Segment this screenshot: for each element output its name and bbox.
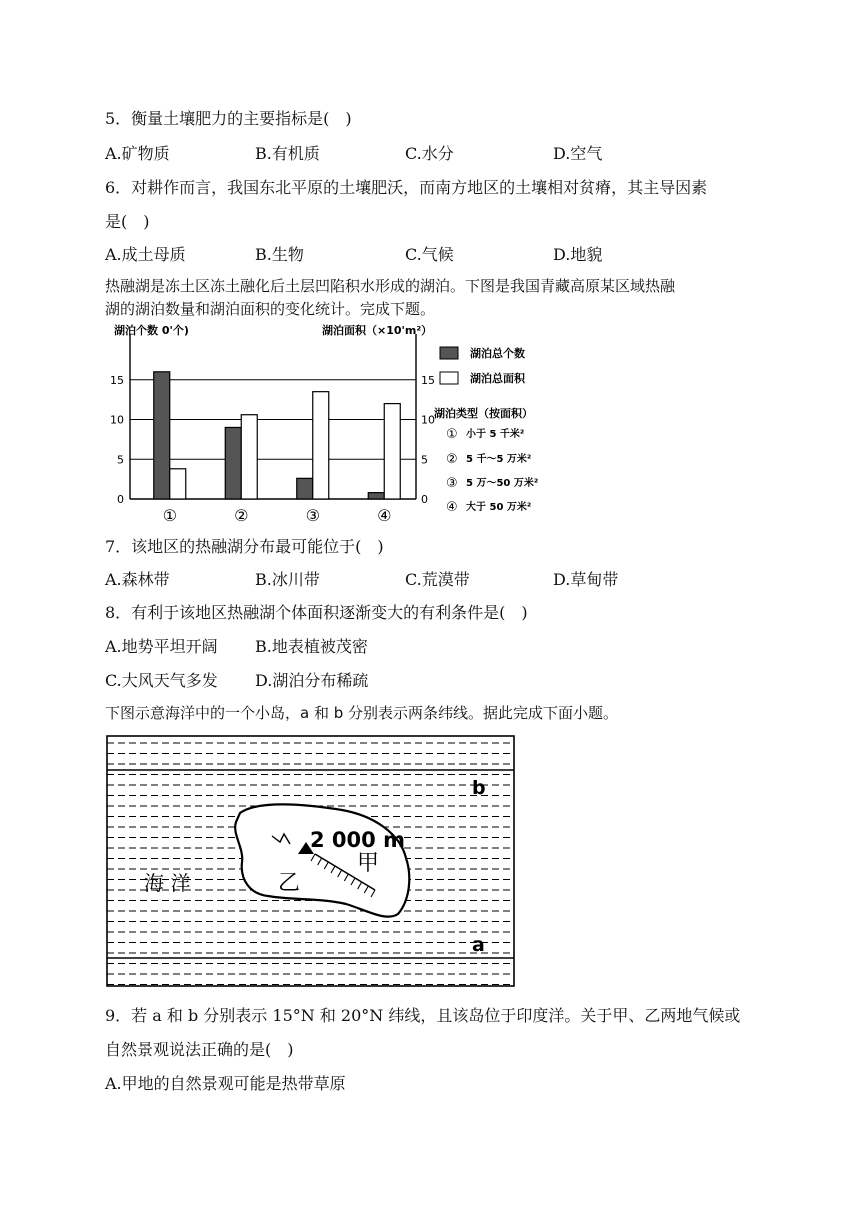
bar-area xyxy=(170,469,186,499)
legend-type-1: 小于 5 千米² xyxy=(466,429,525,440)
q5-option-d: D.空气 xyxy=(553,144,603,163)
island-outline xyxy=(235,804,409,916)
y-tick-left: 15 xyxy=(110,373,124,387)
bar-count xyxy=(225,427,241,499)
q8-option-d: D.湖泊分布稀疏 xyxy=(255,671,369,690)
q5-option-c: C.水分 xyxy=(405,144,454,163)
q8-stem: 8．有利于该地区热融湖个体面积逐渐变大的有利条件是( ) xyxy=(105,603,528,622)
x-tick-label: ① xyxy=(162,506,177,525)
q5-option-b: B.有机质 xyxy=(255,144,320,163)
jia-label: 甲 xyxy=(357,851,380,876)
bar-area xyxy=(241,415,257,499)
legend-type-2: 5 千～5 万米² xyxy=(466,454,532,465)
legend-type-title: 湖泊类型（按面积） xyxy=(434,407,533,420)
island-map xyxy=(100,730,520,992)
q7-stem: 7．该地区的热融湖分布最可能位于( ) xyxy=(105,537,384,556)
q5-stem: 5．衡量土壤肥力的主要指标是( ) xyxy=(105,109,352,128)
intro2: 下图示意海洋中的一个小岛，a 和 b 分别表示两条纬线。据此完成下面小题。 xyxy=(105,704,619,722)
q9-option-a: A.甲地的自然景观可能是热带草原 xyxy=(105,1074,346,1093)
bar-count xyxy=(154,372,170,499)
q6-option-a: A.成土母质 xyxy=(105,245,186,264)
yi-label: 乙 xyxy=(278,871,301,896)
legend-label-area: 湖泊总面积 xyxy=(470,372,525,385)
q8-option-c: C.大风天气多发 xyxy=(105,671,218,690)
legend-swatch-area xyxy=(440,372,458,384)
legend-swatch-count xyxy=(440,347,458,359)
y-tick-left: 0 xyxy=(117,493,124,506)
legend-type-3: 5 万～50 万米² xyxy=(466,478,539,489)
legend-type-num-1: ① xyxy=(446,427,458,442)
q7-option-a: A.森林带 xyxy=(105,570,170,589)
q6-option-b: B.生物 xyxy=(255,245,304,264)
legend-type-num-2: ② xyxy=(446,452,458,467)
q6-stem-line1: 6．对耕作而言，我国东北平原的土壤肥沃，而南方地区的土壤相对贫瘠，其主导因素 xyxy=(105,178,708,197)
lake-bar-chart xyxy=(100,318,570,528)
q6-option-c: C.气候 xyxy=(405,245,454,264)
x-tick-label: ④ xyxy=(377,506,392,525)
bar-count xyxy=(297,478,313,499)
y-tick-right: 0 xyxy=(421,493,428,506)
y-tick-left: 10 xyxy=(110,413,124,427)
y-tick-right: 5 xyxy=(421,453,428,467)
intro1-line2: 湖的湖泊数量和湖泊面积的变化统计。完成下题。 xyxy=(105,300,436,318)
q7-option-d: D.草甸带 xyxy=(553,570,619,589)
y-tick-right: 10 xyxy=(421,413,435,427)
y-axis-left-label: 湖泊个数 0'个) xyxy=(114,324,189,337)
q6-stem-line2: 是( ) xyxy=(105,212,150,231)
chart-legend xyxy=(434,346,538,515)
x-tick-label: ② xyxy=(234,506,249,525)
y-axis-right-label: 湖泊面积（×10'm²） xyxy=(322,324,433,337)
peak-elevation-label: 2 000 m xyxy=(310,828,405,852)
q6-option-d: D.地貌 xyxy=(553,245,603,264)
x-tick-label: ③ xyxy=(305,506,320,525)
q8-option-a: A.地势平坦开阔 xyxy=(105,637,218,656)
latitude-b-label: b xyxy=(472,777,486,799)
intro1-line1: 热融湖是冻土区冻土融化后土层凹陷积水形成的湖泊。下图是我国青藏高原某区域热融 xyxy=(105,277,676,295)
latitude-a-label: a xyxy=(472,934,485,956)
ocean-label: 海 洋 xyxy=(144,871,191,895)
bar-count xyxy=(368,493,384,499)
chart-bars xyxy=(154,372,401,499)
legend-label-count: 湖泊总个数 xyxy=(470,347,525,360)
legend-type-num-3: ③ xyxy=(446,476,458,491)
bar-area xyxy=(384,404,400,499)
y-tick-left: 5 xyxy=(117,453,124,467)
q8-option-b: B.地表植被茂密 xyxy=(255,637,368,656)
q7-option-b: B.冰川带 xyxy=(255,570,320,589)
q9-stem-line1: 9．若 a 和 b 分别表示 15°N 和 20°N 纬线，且该岛位于印度洋。关于甲、乙两地气候或 xyxy=(105,1006,741,1025)
q5-option-a: A.矿物质 xyxy=(105,144,170,163)
legend-type-num-4: ④ xyxy=(446,500,458,515)
y-tick-right: 15 xyxy=(421,373,435,387)
legend-type-4: 大于 50 万米² xyxy=(466,502,532,513)
q9-stem-line2: 自然景观说法正确的是( ) xyxy=(105,1040,294,1059)
q7-option-c: C.荒漠带 xyxy=(405,570,470,589)
bar-area xyxy=(313,392,329,499)
